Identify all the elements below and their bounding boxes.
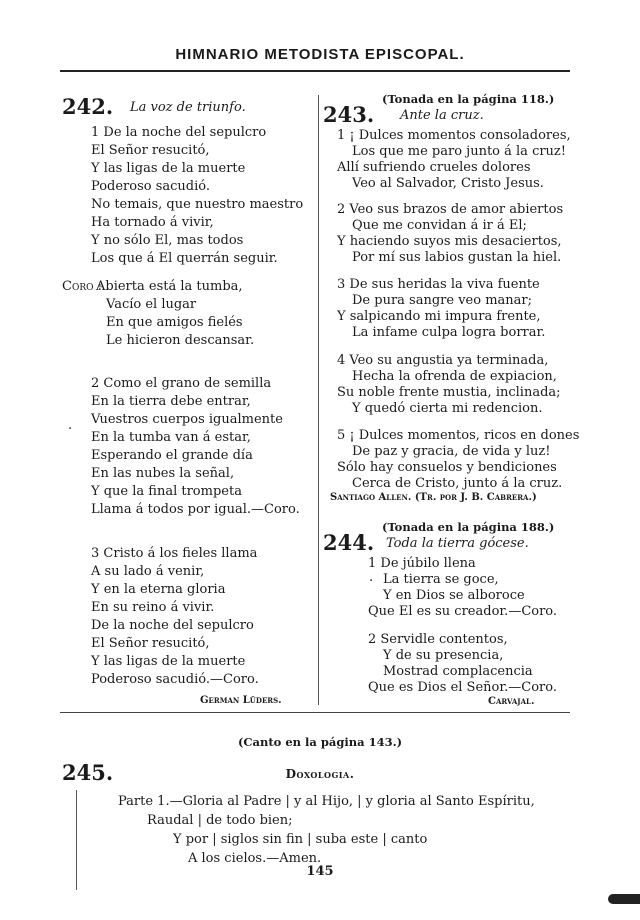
verse-line: En la tumba van á estar, [91, 430, 251, 445]
verse-line: Su noble frente mustia, inclinada; [337, 385, 561, 400]
hymn-242-number: 242. [62, 94, 114, 119]
doxology-line-3: Y por | siglos sin fin | suba este | canto [173, 832, 428, 847]
verse-line: Que me convidan á ir á El; [352, 218, 527, 233]
hymn-243-stanza-2 [337, 202, 563, 266]
verse-line: Que El es su creador.—Coro. [368, 604, 558, 619]
verse-line: Los que me paro junto á la cruz! [352, 144, 567, 159]
verse-line: Por mí sus labios gustan la hiel. [352, 250, 562, 265]
verse-line: La infame culpa logra borrar. [352, 325, 546, 340]
verse-line: El Señor resucitó, [91, 636, 210, 651]
verse-line: Y salpicando mi impura frente, [337, 309, 541, 324]
verse-line: 1 De la noche del sepulcro [91, 125, 267, 140]
hymn-243-stanza-1 [337, 128, 571, 192]
verse-line: Veo al Salvador, Cristo Jesus. [352, 176, 544, 191]
verse-line: 1 ¡ Dulces momentos consoladores, [337, 128, 571, 143]
hymn-242-coro [96, 279, 255, 349]
doxology-line-2: Raudal | de todo bien; [147, 813, 293, 828]
section-rule [60, 712, 570, 713]
verse-line: Los que á El querrán seguir. [91, 251, 278, 266]
verse-line: Abierta está la tumba, [96, 279, 243, 294]
hymn-243-tune: (Tonada en la página 118.) [382, 92, 555, 106]
hymn-245-tune: (Canto en la página 143.) [237, 735, 403, 749]
hymn-243-title: Ante la cruz. [400, 108, 484, 123]
hymn-243-number: 243. [323, 102, 375, 127]
verse-line: 3 De sus heridas la viva fuente [337, 277, 540, 292]
verse-line: A su lado á venir, [91, 564, 205, 579]
verse-line: En su reino á vivir. [91, 600, 215, 615]
hymn-242-stanza-3 [91, 546, 259, 688]
hymn-242-stanza-2 [91, 376, 300, 518]
verse-line: 5 ¡ Dulces momentos, ricos en dones [337, 428, 580, 443]
verse-line: La tierra se goce, [383, 572, 499, 587]
verse-line: Sólo hay consuelos y bendiciones [337, 460, 557, 475]
hymn-242-title: La voz de triunfo. [130, 100, 246, 115]
doxology-line-1: Parte 1.—Gloria al Padre | y al Hijo, | y gloria al Santo Espíritu, [118, 794, 535, 809]
verse-line: De pura sangre veo manar; [352, 293, 532, 308]
verse-line: Y que la final trompeta [91, 484, 242, 499]
hymn-243-stanza-3 [337, 277, 545, 341]
verse-line: Allí sufriendo crueles dolores [337, 160, 531, 175]
verse-line: Mostrad complacencia [383, 664, 533, 679]
hymn-243-stanza-4 [337, 353, 561, 417]
running-header: HIMNARIO METODISTA EPISCOPAL. [175, 46, 465, 63]
hymn-245-number: 245. [62, 760, 114, 785]
hymn-244-tune: (Tonada en la página 188.) [382, 520, 555, 534]
hymn-243-stanza-5 [337, 428, 579, 492]
verse-line: 4 Veo su angustia ya terminada, [337, 353, 549, 368]
verse-line: En que amigos fielés [106, 315, 243, 330]
verse-line: Vuestros cuerpos igualmente [91, 412, 283, 427]
hymn-243-author: Santiago Allen. (Tr. por J. B. Cabrera.) [330, 492, 537, 503]
verse-line: El Señor resucitó, [91, 143, 210, 158]
verse-line: En la tierra debe entrar, [91, 394, 251, 409]
hymn-244-number: 244. [323, 530, 375, 555]
verse-line: Poderoso sacudió. [91, 179, 211, 194]
verse-line: Hecha la ofrenda de expiacion, [352, 369, 557, 384]
verse-line: Llama á todos por igual.—Coro. [91, 502, 300, 517]
verse-line: Le hicieron descansar. [106, 333, 255, 348]
margin-dot: . [68, 418, 73, 433]
page-number: 145 [306, 864, 334, 879]
verse-line: En las nubes la señal, [91, 466, 235, 481]
hymn-244-title: Toda la tierra gócese. [386, 536, 529, 551]
verse-line: De paz y gracia, de vida y luz! [352, 444, 551, 459]
verse-line: Vacío el lugar [106, 297, 197, 312]
verse-line: De la noche del sepulcro [91, 618, 254, 633]
verse-line: Y de su presencia, [383, 648, 504, 663]
verse-line: 2 Veo sus brazos de amor abiertos [337, 202, 564, 217]
verse-line: Cerca de Cristo, junto á la cruz. [352, 476, 563, 491]
ink-blot [608, 894, 640, 904]
verse-line: Esperando el grande día [91, 448, 253, 463]
verse-line: Que es Dios el Señor.—Coro. [368, 680, 557, 695]
verse-line: 2 Como el grano de semilla [91, 376, 272, 391]
verse-line: 3 Cristo á los fieles llama [91, 546, 258, 561]
verse-line: 1 De júbilo llena [368, 556, 476, 571]
doxology-line-4: A los cielos.—Amen. [188, 851, 322, 866]
verse-line: Ha tornado á vivir, [91, 215, 214, 230]
verse-line: Y en la eterna gloria [91, 582, 226, 597]
verse-line: Y quedó cierta mi redencion. [352, 401, 543, 416]
verse-line: 2 Servidle contentos, [368, 632, 508, 647]
coro-label: Coro : [62, 279, 102, 294]
header-rule [60, 70, 570, 72]
verse-line: Y las ligas de la muerte [91, 654, 246, 669]
verse-line: Y en Dios se alboroce [383, 588, 525, 603]
hymn-242-author: German Lüders. [200, 695, 282, 706]
verse-line: Poderoso sacudió.—Coro. [91, 672, 259, 687]
hymn-244-stanza-2 [368, 632, 557, 696]
hymn-244-author: Carvajal. [488, 696, 535, 707]
column-divider [318, 95, 319, 705]
hymn-244-stanza-1 [368, 556, 557, 620]
verse-line: Y las ligas de la muerte [91, 161, 246, 176]
verse-line: No temais, que nuestro maestro [91, 197, 304, 212]
margin-dot: . [369, 570, 374, 585]
hymn-242-stanza-1 [91, 125, 303, 267]
verse-line: Y no sólo El, mas todos [91, 233, 244, 248]
hymn-245-title: Doxologia. [285, 767, 355, 781]
verse-line: Y haciendo suyos mis desaciertos, [337, 234, 562, 249]
